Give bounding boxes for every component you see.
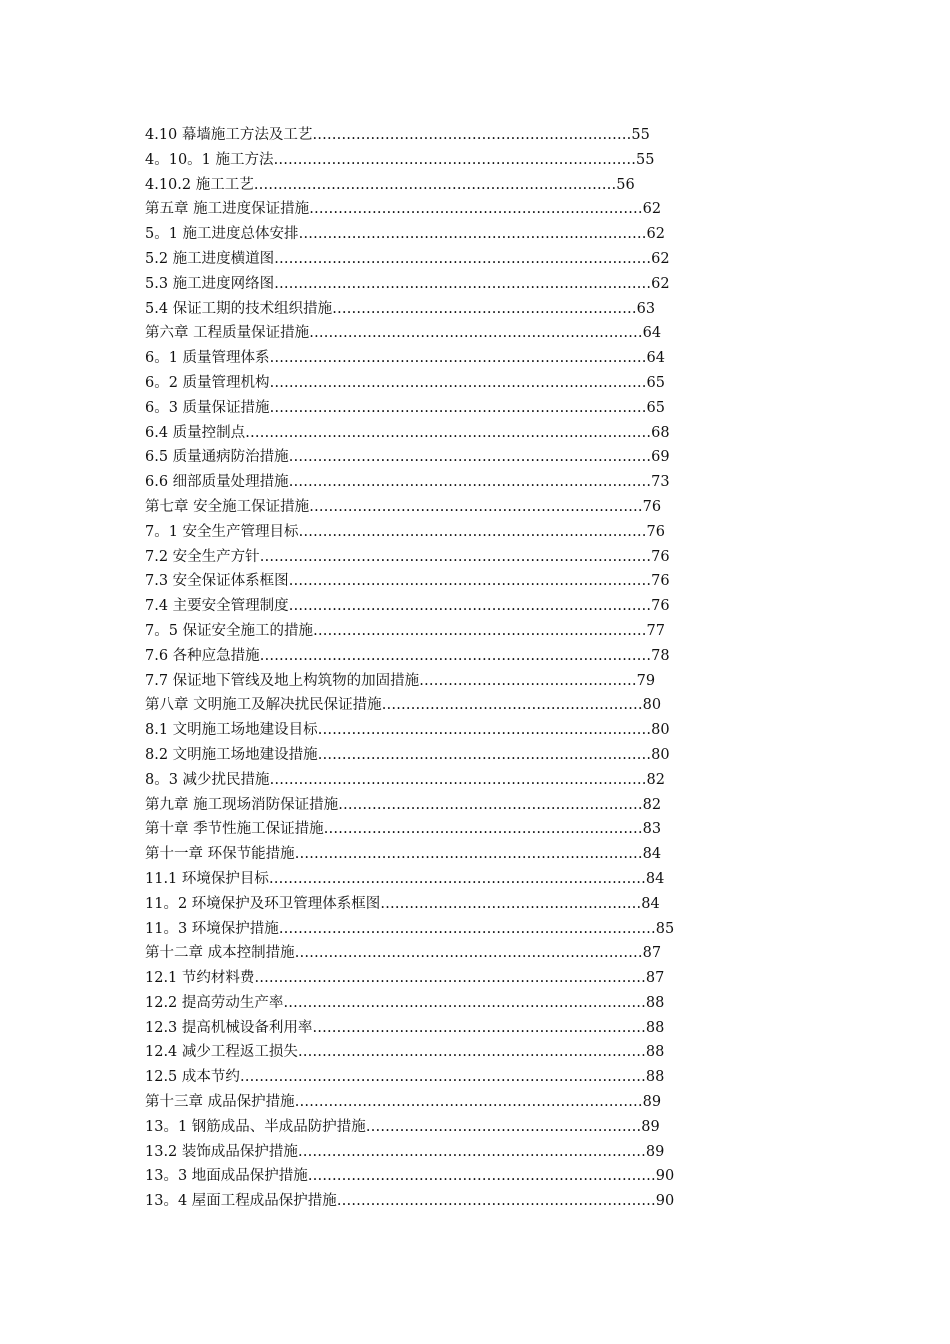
toc-entry: 第十章 季节性施工保证措施…………………………………………………………83 bbox=[145, 821, 662, 838]
toc-entry: 7.3 安全保证体系框图…………………………………………………………………76 bbox=[145, 573, 670, 590]
toc-entry: 13。3 地面成品保护措施………………………………………………………………90 bbox=[145, 1168, 675, 1185]
toc-entry: 4.10.2 施工工艺…………………………………………………………………56 bbox=[145, 176, 635, 193]
toc-entry: 8.2 文明施工场地建设措施……………………………………………………………80 bbox=[145, 746, 670, 763]
toc-entry: 第九章 施工现场消防保证措施………………………………………………………82 bbox=[145, 796, 662, 813]
toc-entry: 6。2 质量管理机构……………………………………………………………………65 bbox=[145, 374, 666, 391]
toc-entry: 5.4 保证工期的技术组织措施………………………………………………………63 bbox=[145, 300, 656, 317]
toc-entry: 第十三章 成品保护措施………………………………………………………………89 bbox=[145, 1094, 662, 1111]
toc-entry: 4.10 幕墙施工方法及工艺…………………………………………………………55 bbox=[145, 127, 650, 143]
toc-entry: 12.2 提高劳动生产率…………………………………………………………………88 bbox=[145, 994, 665, 1011]
toc-entry: 6.5 质量通病防治措施…………………………………………………………………69 bbox=[145, 449, 670, 466]
toc-entry: 13.2 装饰成品保护措施………………………………………………………………89 bbox=[145, 1143, 665, 1160]
toc-entry: 5.2 施工进度横道图……………………………………………………………………62 bbox=[145, 250, 670, 267]
toc-entry: 第六章 工程质量保证措施……………………………………………………………64 bbox=[145, 325, 662, 342]
toc-entry: 7.4 主要安全管理制度…………………………………………………………………76 bbox=[145, 598, 670, 615]
toc-entry: 7。1 安全生产管理目标………………………………………………………………76 bbox=[145, 523, 666, 540]
toc-entry: 5。1 施工进度总体安排………………………………………………………………62 bbox=[145, 226, 666, 243]
toc-entry: 11。3 环境保护措施……………………………………………………………………85 bbox=[145, 920, 675, 937]
toc-entry: 8.1 文明施工场地建设目标……………………………………………………………80 bbox=[145, 722, 670, 739]
toc-entry: 12.1 节约材料费………………………………………………………………………87 bbox=[145, 970, 665, 987]
toc-entry: 13。4 屋面工程成品保护措施…………………………………………………………90 bbox=[145, 1193, 675, 1210]
toc-entry: 6.6 细部质量处理措施…………………………………………………………………73 bbox=[145, 474, 670, 491]
toc-entry: 第五章 施工进度保证措施……………………………………………………………62 bbox=[145, 201, 662, 218]
toc-entry: 5.3 施工进度网络图……………………………………………………………………62 bbox=[145, 275, 670, 292]
toc-entry: 7.7 保证地下管线及地上构筑物的加固措施………………………………………79 bbox=[145, 672, 656, 689]
toc-entry: 第十二章 成本控制措施………………………………………………………………87 bbox=[145, 945, 662, 962]
toc-entry: 第十一章 环保节能措施………………………………………………………………84 bbox=[145, 846, 662, 863]
toc-entry: 11.1 环境保护目标……………………………………………………………………84 bbox=[145, 870, 665, 887]
toc-entry: 6。1 质量管理体系……………………………………………………………………64 bbox=[145, 350, 666, 367]
toc-entry: 7.6 各种应急措施………………………………………………………………………78 bbox=[145, 647, 670, 664]
toc-entry: 12.4 减少工程返工损失………………………………………………………………88 bbox=[145, 1044, 665, 1061]
toc-entry: 7.2 安全生产方针………………………………………………………………………76 bbox=[145, 548, 670, 565]
toc-entry: 13。1 钢筋成品、半成品防护措施…………………………………………………89 bbox=[145, 1118, 660, 1135]
table-of-contents bbox=[145, 123, 785, 1214]
toc-entry: 6.4 质量控制点…………………………………………………………………………68 bbox=[145, 424, 670, 441]
toc-entry: 11。2 环境保护及环卫管理体系框图………………………………………………84 bbox=[145, 895, 660, 912]
toc-entry: 第七章 安全施工保证措施……………………………………………………………76 bbox=[145, 498, 662, 515]
toc-entry: 7。5 保证安全施工的措施……………………………………………………………77 bbox=[145, 622, 666, 639]
toc-entry: 4。10。1 施工方法…………………………………………………………………55 bbox=[145, 151, 655, 168]
toc-entry: 12.3 提高机械设备利用率……………………………………………………………88 bbox=[145, 1019, 665, 1036]
toc-entry: 8。3 减少扰民措施……………………………………………………………………82 bbox=[145, 771, 666, 788]
toc-entry: 6。3 质量保证措施……………………………………………………………………65 bbox=[145, 399, 666, 416]
toc-entry: 12.5 成本节约…………………………………………………………………………88 bbox=[145, 1069, 665, 1086]
toc-entry: 第八章 文明施工及解决扰民保证措施………………………………………………80 bbox=[145, 697, 662, 714]
